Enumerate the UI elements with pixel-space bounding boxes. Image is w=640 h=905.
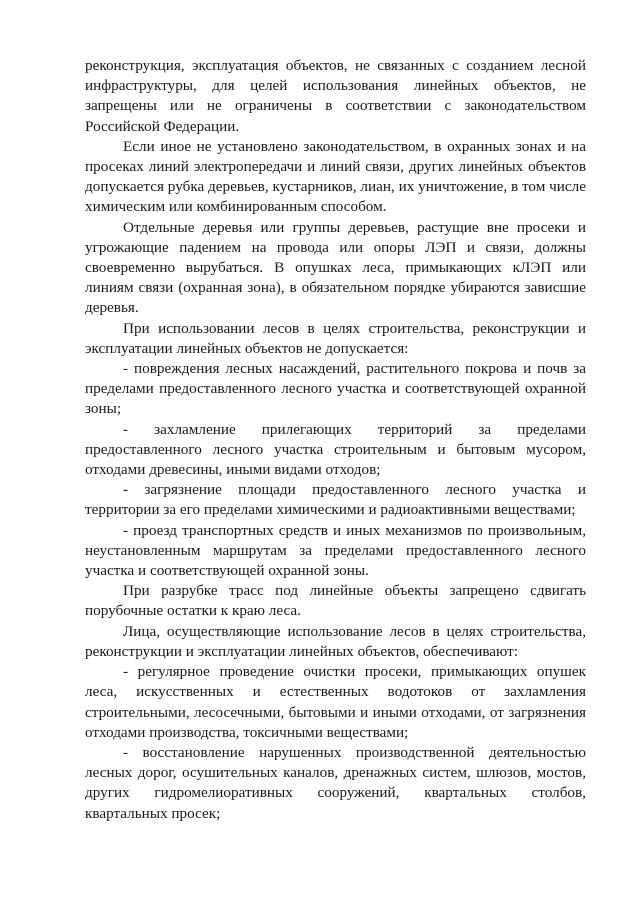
paragraph-felling-permission: Если иное не установлено законодательством, в охранных зонах и на просеках линий электропередачи и линий связи, других линейных объектов допускается рубка деревьев, кустарников, лиан, их уничтожение, в том числе химическим или комбинированным способом. bbox=[85, 137, 586, 216]
list-item-regular-cleaning: - регулярное проведение очистки просеки, примыкающих опушек леса, искусственных и естественных водотоков от захламления строительными, лесосечными, бытовыми и иными отходами, от загрязнения отходами производства, токсичными веществами; bbox=[85, 663, 586, 741]
paragraph-continuation: реконструкция, эксплуатация объектов, не связанных с созданием лесной инфраструктуры, для целей использования линейных объектов, не запрещены или не ограничены в соответствии с законодательством Российской Федерации. bbox=[85, 57, 586, 135]
list-item-restoration: - восстановление нарушенных производственной деятельностью лесных дорог, осушительных каналов, дренажных систем, шлюзов, мостов, других гидромелиоративных сооружений, квартальных столбов, квартальных просек; bbox=[85, 743, 586, 822]
list-item-pollution: - загрязнение площади предоставленного лесного участка и территории за его пределами химическими и радиоактивными веществами; bbox=[85, 481, 586, 519]
paragraph-obligations-intro: Лица, осуществляющие использование лесов в целях строительства, реконструкции и эксплуатации линейных объектов, обеспечивают: bbox=[85, 622, 586, 660]
document-page bbox=[85, 56, 586, 824]
list-item-littering: - захламление прилегающих территорий за пределами предоставленного лесного участка строительным и бытовым мусором, отходами древесины, иными видами отходов; bbox=[85, 420, 586, 479]
paragraph-dangerous-trees: Отдельные деревья или группы деревьев, растущие вне просеки и угрожающие падением на провода или опоры ЛЭП и связи, должны своевременно вырубаться. В опушках леса, примыкающих кЛЭП или линиям связи (охранная зона), в обязательном порядке убираются зависшие деревья. bbox=[85, 218, 586, 317]
list-item-vehicle-passage: - проезд транспортных средств и иных механизмов по произвольным, неустановленным маршрутам за пределами предоставленного лесного участка и соответствующей охранной зоны. bbox=[85, 521, 586, 580]
list-item-vegetation-damage: - повреждения лесных насаждений, растительного покрова и почв за пределами предоставленного лесного участка и соответствующей охранной зоны; bbox=[85, 360, 586, 418]
paragraph-prohibitions-intro: При использовании лесов в целях строительства, реконструкции и эксплуатации линейных объектов не допускается: bbox=[85, 319, 586, 357]
paragraph-clearing-residues: При разрубке трасс под линейные объекты запрещено сдвигать порубочные остатки к краю леса. bbox=[85, 582, 586, 620]
